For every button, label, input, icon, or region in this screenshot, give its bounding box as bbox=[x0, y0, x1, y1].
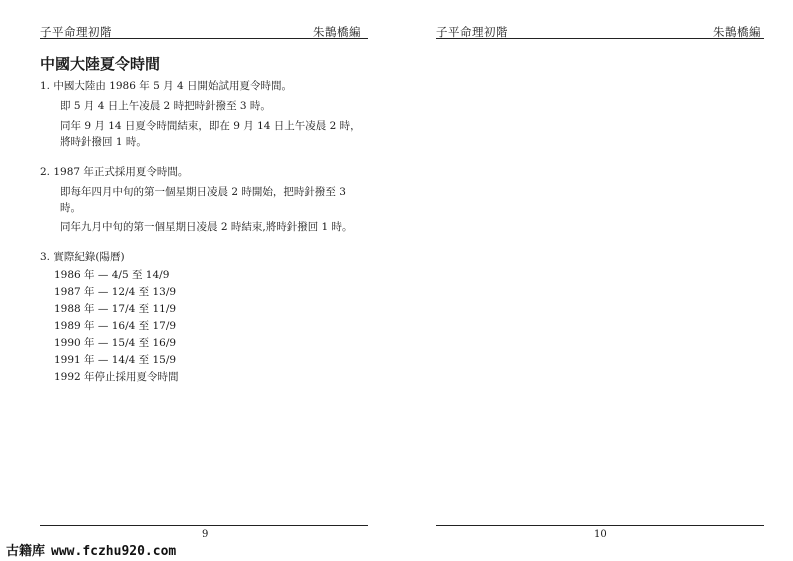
header-title: 子平命理初階 bbox=[436, 25, 508, 39]
item-2-detail: 同年九月中旬的第一個星期日凌晨 2 時結束,將時針撥回 1 時。 bbox=[60, 221, 353, 233]
page-number: 10 bbox=[594, 529, 607, 540]
item-3: 3. 實際紀錄(陽曆) bbox=[40, 251, 125, 263]
header-title: 子平命理初階 bbox=[40, 25, 112, 39]
footer-rule bbox=[436, 525, 764, 526]
header-author: 朱鵲橋編 bbox=[713, 25, 761, 39]
item-1: 1. 中國大陸由 1986 年 5 月 4 日開始試用夏令時間。 bbox=[40, 80, 292, 92]
record-row: 1989 年 — 16/4 至 17/9 bbox=[54, 320, 177, 332]
record-note: 1992 年停止採用夏令時間 bbox=[54, 371, 179, 383]
watermark-url: www.fczhu920.com bbox=[51, 544, 177, 559]
record-row: 1986 年 — 4/5 至 14/9 bbox=[54, 269, 170, 281]
item-1-detail: 即 5 月 4 日上午凌晨 2 時把時針撥至 3 時。 bbox=[60, 100, 271, 112]
watermark bbox=[6, 540, 176, 559]
header-rule bbox=[40, 38, 368, 39]
left-page bbox=[0, 0, 396, 561]
header-rule bbox=[436, 38, 764, 39]
record-row: 1990 年 — 15/4 至 16/9 bbox=[54, 337, 177, 349]
item-2-detail: 即每年四月中旬的第一個星期日凌晨 2 時開始，把時針撥至 3 bbox=[60, 186, 346, 198]
right-page bbox=[396, 0, 793, 561]
item-2: 2. 1987 年正式採用夏令時間。 bbox=[40, 166, 189, 178]
page-number: 9 bbox=[202, 529, 209, 540]
record-row: 1988 年 — 17/4 至 11/9 bbox=[54, 303, 177, 315]
item-1-detail: 將時針撥回 1 時。 bbox=[60, 136, 147, 148]
item-1-detail: 同年 9 月 14 日夏令時間結束，即在 9 月 14 日上午凌晨 2 時， bbox=[60, 120, 361, 132]
item-2-detail: 時。 bbox=[60, 202, 81, 214]
record-row: 1991 年 — 14/4 至 15/9 bbox=[54, 354, 177, 366]
record-row: 1987 年 — 12/4 至 13/9 bbox=[54, 286, 177, 298]
section-title: 中國大陸夏令時間 bbox=[40, 55, 161, 73]
header-author: 朱鵲橋編 bbox=[313, 25, 361, 39]
watermark-label: 古籍库 bbox=[6, 544, 46, 559]
footer-rule bbox=[40, 525, 368, 526]
